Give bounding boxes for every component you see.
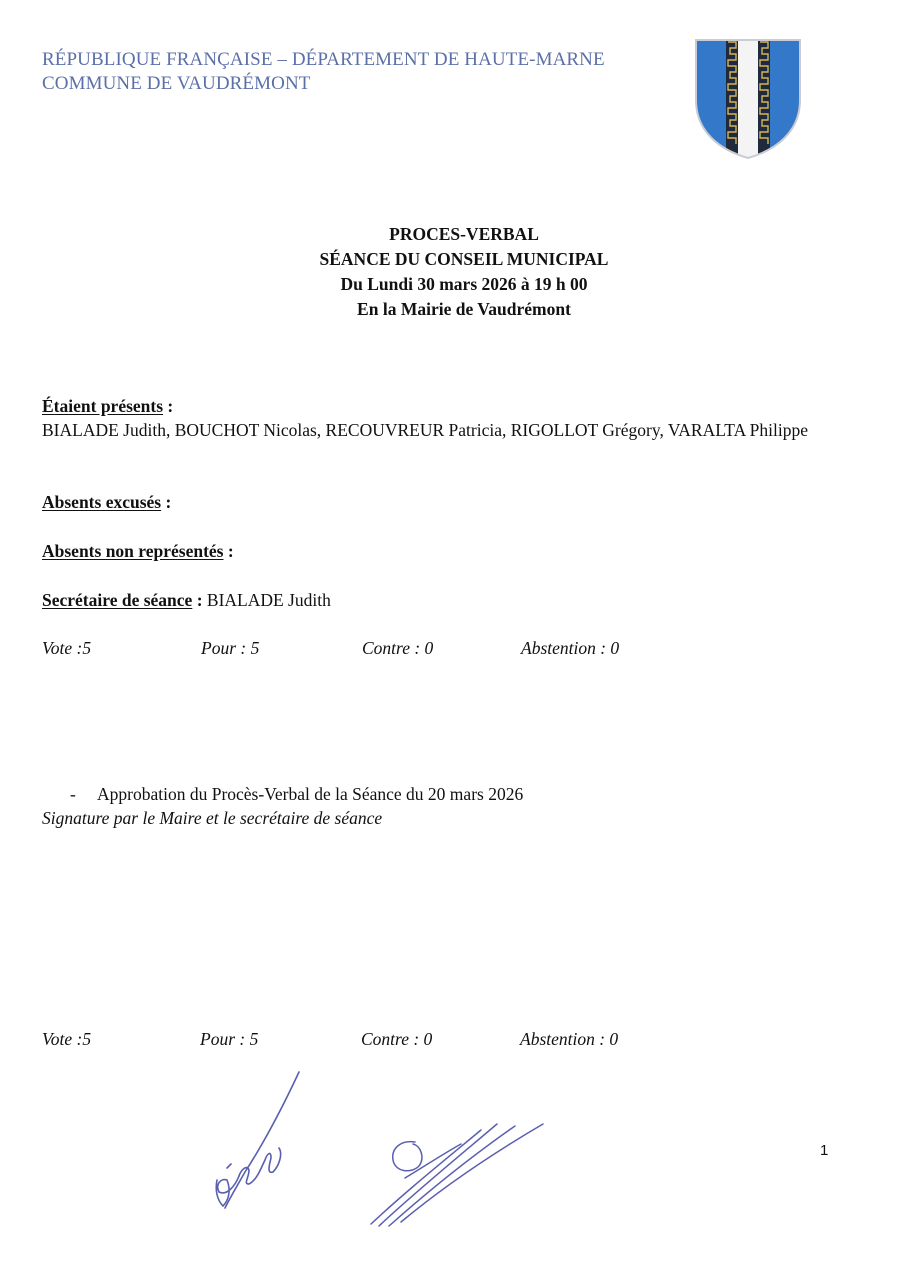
agenda-item-note: Signature par le Maire et le secrétaire de séance bbox=[42, 808, 383, 828]
title-line-4: En la Mairie de Vaudrémont bbox=[357, 299, 571, 319]
title-line-2: SÉANCE DU CONSEIL MUNICIPAL bbox=[319, 249, 609, 269]
vote-pour: Pour : 5 bbox=[200, 1029, 259, 1049]
title-line-1: PROCES-VERBAL bbox=[389, 224, 539, 244]
excuses-label: Absents excusés bbox=[42, 492, 162, 512]
vote-pour: Pour : 5 bbox=[201, 638, 260, 658]
vote-total: Vote :5 bbox=[42, 1029, 92, 1049]
page-number: 1 bbox=[820, 1142, 829, 1159]
agenda-item-text: Approbation du Procès-Verbal de la Séance du 20 mars 2026 bbox=[97, 784, 524, 804]
vote-contre: Contre : 0 bbox=[362, 638, 434, 658]
signature-maire bbox=[365, 1118, 555, 1230]
signature-secretaire bbox=[205, 1068, 315, 1216]
vote-total: Vote :5 bbox=[42, 638, 92, 658]
coat-of-arms-icon bbox=[692, 36, 804, 162]
secretaire-label: Secrétaire de séance bbox=[42, 590, 193, 610]
presents-heading: Étaient présents : bbox=[42, 396, 174, 416]
letterhead-line-2: COMMUNE DE VAUDRÉMONT bbox=[42, 73, 311, 94]
secretaire-line: Secrétaire de séance : BIALADE Judith bbox=[42, 590, 331, 610]
vote-abstention: Abstention : 0 bbox=[520, 1029, 619, 1049]
document-title bbox=[0, 222, 900, 322]
presents-label: Étaient présents bbox=[42, 396, 164, 416]
secretaire-value: BIALADE Judith bbox=[206, 590, 331, 610]
vote-contre: Contre : 0 bbox=[361, 1029, 433, 1049]
excuses-heading: Absents excusés : bbox=[42, 492, 172, 512]
letterhead-line-1: RÉPUBLIQUE FRANÇAISE – DÉPARTEMENT DE HAUTE-MARNE bbox=[42, 49, 605, 70]
title-line-3: Du Lundi 30 mars 2026 à 19 h 00 bbox=[340, 274, 588, 294]
letterhead bbox=[42, 48, 605, 96]
vote-abstention: Abstention : 0 bbox=[521, 638, 620, 658]
non-representes-heading: Absents non représentés : bbox=[42, 541, 234, 561]
presents-list: BIALADE Judith, BOUCHOT Nicolas, RECOUVREUR Patricia, RIGOLLOT Grégory, VARALTA Philippe bbox=[42, 420, 808, 440]
non-representes-label: Absents non représentés bbox=[42, 541, 224, 561]
agenda-item: - Approbation du Procès-Verbal de la Séance du 20 mars 2026 bbox=[70, 784, 524, 804]
